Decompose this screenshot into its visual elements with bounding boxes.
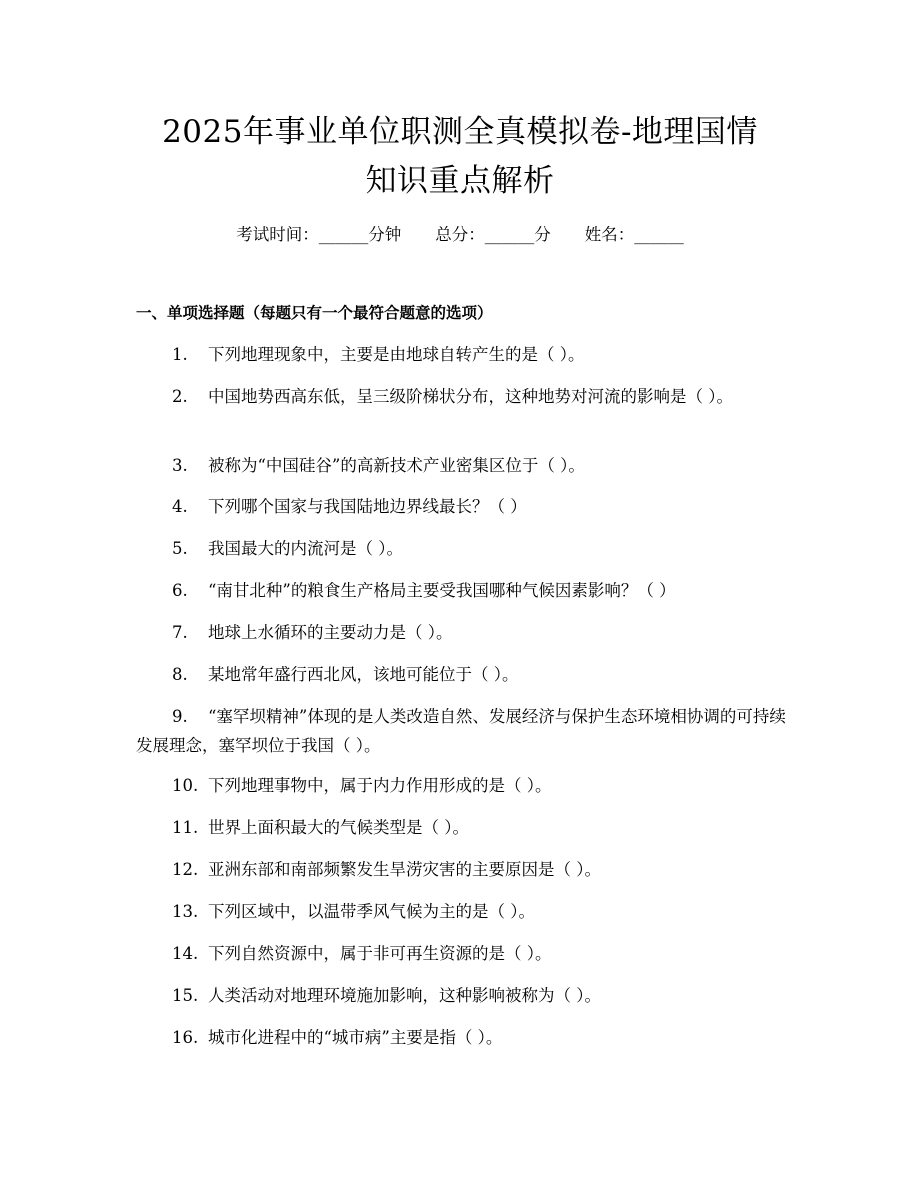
question-number: 1.	[172, 345, 188, 364]
question-item	[136, 451, 786, 480]
question-text: 人类活动对地理环境施加影响，这种影响被称为（ ）。	[208, 986, 601, 1005]
question-number: 4.	[172, 497, 188, 516]
question-item	[136, 702, 786, 760]
question-item	[136, 534, 786, 563]
question-item	[136, 771, 786, 800]
question-item	[136, 576, 786, 605]
question-text: 下列自然资源中，属于非可再生资源的是（ ）。	[208, 944, 552, 963]
exam-time-field: 考试时间：______分钟	[236, 225, 402, 244]
question-text: 城市化进程中的“城市病”主要是指（ ）。	[208, 1028, 503, 1047]
question-item	[136, 340, 786, 369]
question-text: 亚洲东部和南部频繁发生旱涝灾害的主要原因是（ ）。	[208, 860, 601, 879]
exam-info-row	[0, 222, 920, 248]
section-heading: 一、单项选择题（每题只有一个最符合题意的选项）	[136, 304, 493, 322]
question-item	[136, 618, 786, 647]
title-line-1: 2025年事业单位职测全真模拟卷-地理国情	[162, 114, 758, 150]
question-text: 中国地势西高东低，呈三级阶梯状分布，这种地势对河流的影响是（ ）。	[208, 387, 733, 406]
page-title	[100, 108, 820, 206]
question-text: 下列地理事物中，属于内力作用形成的是（ ）。	[208, 776, 552, 795]
question-text: 下列区域中，以温带季风气候为主的是（ ）。	[208, 902, 535, 921]
question-item	[136, 660, 786, 689]
total-score-field: 总分：______分	[435, 225, 551, 244]
question-number: 10.	[172, 776, 199, 795]
question-number: 5.	[172, 539, 188, 558]
question-item	[136, 813, 786, 842]
question-item	[136, 382, 786, 411]
question-item	[136, 981, 786, 1010]
question-text: 下列哪个国家与我国陆地边界线最长？（ ）	[208, 497, 527, 516]
question-item	[136, 855, 786, 884]
question-text: 世界上面积最大的气候类型是（ ）。	[208, 818, 469, 837]
question-item	[136, 1023, 786, 1052]
question-item	[136, 897, 786, 926]
name-field: 姓名：______	[584, 225, 684, 244]
question-number: 11.	[172, 818, 199, 837]
question-text: 某地常年盛行西北风，该地可能位于（ ）。	[208, 665, 519, 684]
question-item	[136, 492, 786, 521]
question-number: 14.	[172, 944, 199, 963]
question-number: 2.	[172, 387, 188, 406]
question-text: 地球上水循环的主要动力是（ ）。	[208, 623, 453, 642]
question-text: 下列地理现象中，主要是由地球自转产生的是（ ）。	[208, 345, 585, 364]
question-number: 12.	[172, 860, 199, 879]
question-text: “南甘北种”的粮食生产格局主要受我国哪种气候因素影响？（ ）	[208, 581, 676, 600]
question-number: 16.	[172, 1028, 199, 1047]
question-number: 13.	[172, 902, 199, 921]
title-line-2: 知识重点解析	[365, 163, 555, 199]
question-number: 9.	[172, 707, 188, 726]
question-text: 我国最大的内流河是（ ）。	[208, 539, 403, 558]
question-number: 15.	[172, 986, 199, 1005]
question-number: 8.	[172, 665, 188, 684]
question-text: “塞罕坝精神”体现的是人类改造自然、发展经济与保护生态环境相协调的可持续发展理念，塞罕坝位于我国（ ）。	[136, 707, 786, 755]
question-text: 被称为“中国硅谷”的高新技术产业密集区位于（ ）。	[208, 456, 585, 475]
question-item	[136, 939, 786, 968]
question-number: 6.	[172, 581, 188, 600]
question-number: 7.	[172, 623, 188, 642]
question-number: 3.	[172, 456, 188, 475]
